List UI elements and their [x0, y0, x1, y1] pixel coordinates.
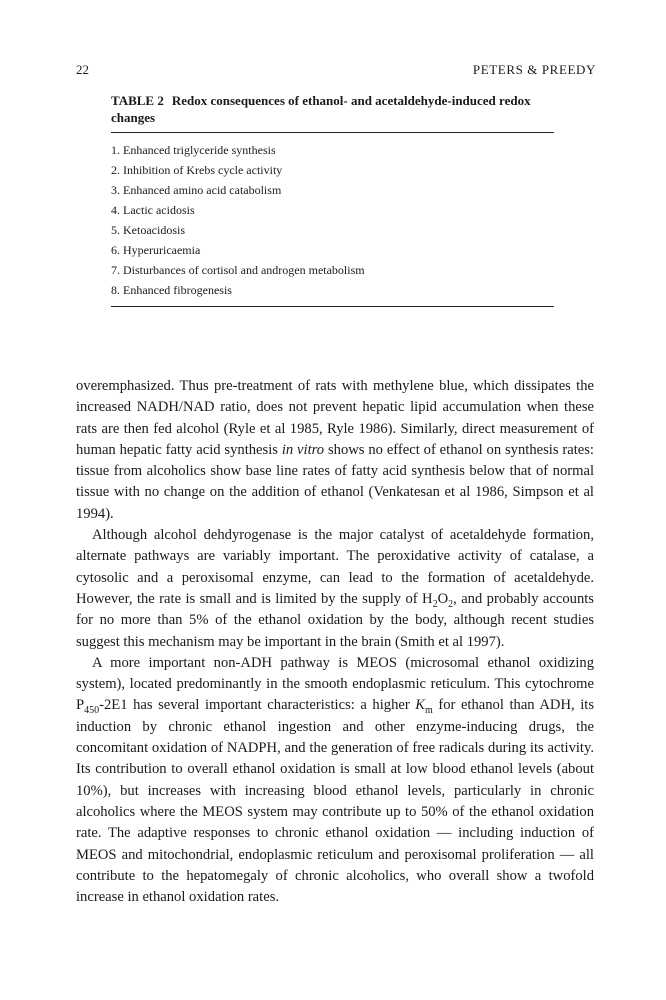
paragraph-text: , and probably accounts for no more than 5% of the ethanol oxidation by the body, although recent studies suggest this mechanism may be important in the brain (Smith et al 1997). — [76, 590, 594, 650]
table-item: 8. Enhanced fibrogenesis — [111, 283, 232, 297]
table-bottom-rule — [111, 306, 554, 307]
subscript: 2 — [432, 598, 438, 610]
paragraph-2 — [76, 525, 594, 653]
paragraph-1 — [76, 376, 594, 525]
running-head — [76, 62, 596, 82]
paragraph-text: A more important non-ADH pathway is MEOS (microsomal ethanol oxidizing system), located predominantly in the smooth endoplasmic reticulum. This cytochrome P — [76, 654, 594, 714]
paragraph-3 — [76, 653, 594, 909]
table-label: TABLE 2 — [111, 93, 164, 108]
table-item: 2. Inhibition of Krebs cycle activity — [111, 163, 283, 177]
table-item: 4. Lactic acidosis — [111, 203, 195, 217]
italic-term: in vitro — [281, 441, 325, 458]
body-text — [76, 376, 594, 908]
table-title: Redox consequences of ethanol- and acetaldehyde-induced redox changes — [111, 93, 531, 125]
paragraph-text: Although alcohol dehdyrogenase is the major catalyst of acetaldehyde formation, alternate pathways are variably important. The peroxidative activity of catalase, a cytosolic and a peroxisomal enzyme, can lead to the formation of acetaldehyde. However, the rate is small and is limited by the supply of H — [76, 527, 594, 607]
paragraph-text: overemphasized. Thus pre-treatment of rats with methylene blue, which dissipates the increased NADH/NAD ratio, does not prevent hepatic lipid accumulation when these rats are then fed alcohol (Ryle et al 1985, Ryle 1986). Similarly, direct measurement of human hepatic fatty acid synthesis — [76, 378, 594, 458]
page-number: 22 — [76, 62, 89, 77]
paragraph-text: O — [437, 590, 449, 607]
table-2 — [111, 92, 554, 307]
km-symbol: K — [415, 697, 426, 714]
paragraph-text: shows no effect of ethanol on synthesis rates: tissue from alcoholics show base line rates of fatty acid synthesis below that of normal tissue with no change on the addition of ethanol (Venkatesan et al 1986, Simpson et al 1994). — [76, 441, 594, 522]
paragraph-text: -2E1 has several important characteristics: a higher — [99, 697, 416, 714]
running-head-authors: PETERS & PREEDY — [472, 62, 596, 77]
table-top-rule — [111, 132, 554, 133]
table-item: 5. Ketoacidosis — [111, 223, 185, 237]
subscript: m — [425, 705, 433, 717]
table-item: 1. Enhanced triglyceride synthesis — [111, 143, 276, 157]
table-item: 7. Disturbances of cortisol and androgen metabolism — [111, 263, 365, 277]
table-item: 3. Enhanced amino acid catabolism — [111, 183, 282, 197]
table-item-list — [111, 140, 554, 300]
table-item: 6. Hyperuricaemia — [111, 243, 201, 257]
subscript: 2 — [448, 598, 454, 610]
paragraph-text: for ethanol than ADH, its induction by chronic ethanol ingestion and other enzyme-inducing drugs, the concomitant oxidation of NADPH, and the generation of free radicals during its activity. Its contribution to overall ethanol oxidation is small at low blood ethanol levels (about 10%), but increases with increasing blood ethanol levels, particularly in chronic alcoholics where the MEOS system may contribute up to 50% of the ethanol oxidation rate. The adaptive responses to chronic ethanol oxidation — including induction of MEOS and mitochondrial, endoplasmic reticulum and peroxisomal proliferation — all contribute to the hepatomegaly of chronic alcoholics, who overall show a twofold increase in ethanol oxidation rates. — [76, 697, 594, 906]
subscript: 450 — [84, 705, 100, 717]
table-caption — [111, 92, 554, 126]
